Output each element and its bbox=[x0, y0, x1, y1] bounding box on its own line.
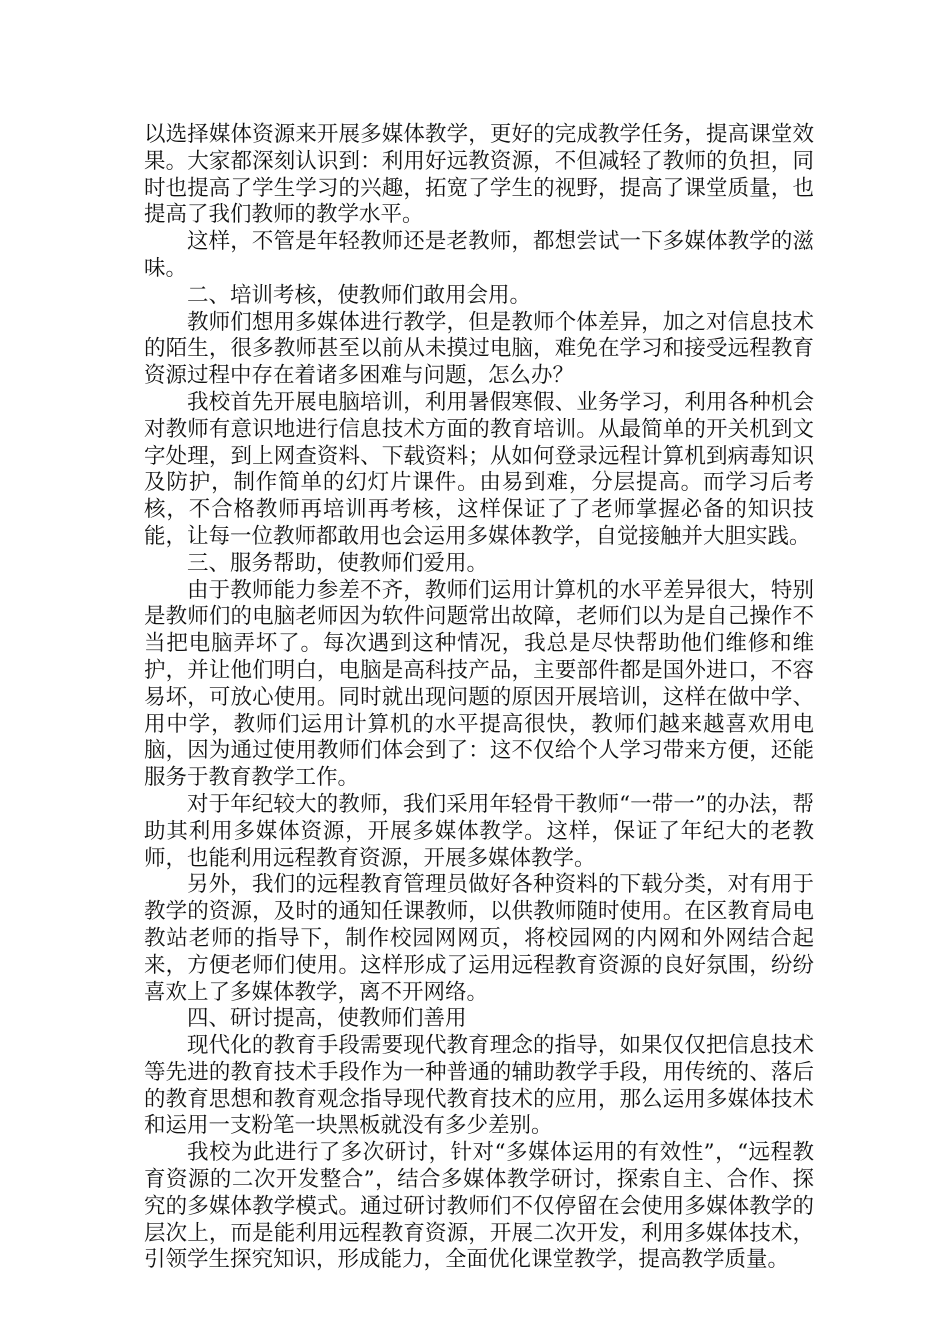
paragraph-8: 现代化的教育手段需要现代教育理念的指导，如果仅仅把信息技术等先进的教育技术手段作为一种普通的辅助教学手段，用传统的、落后的教育思想和教育观念指导现代教育技术的应用，那么运用多媒体技术和运用一支粉笔一块黑板就没有多少差别。 bbox=[144, 1033, 814, 1139]
section-heading-4: 四、研讨提高，使教师们善用 bbox=[187, 1006, 467, 1032]
section-heading-3: 三、服务帮助，使教师们爱用。 bbox=[187, 550, 489, 576]
paragraph-9: 我校为此进行了多次研讨，针对“多媒体运用的有效性”，“远程教育资源的二次开发整合”，结合多媒体教学研讨，探索自主、合作、探究的多媒体教学模式。通过研讨教师们不仅停留在会使用多媒体教学的层次上，而是能利用远程教育资源，开展二次开发，利用多媒体技术，引领学生探究知识，形成能力，全面优化课堂教学，提高教学质量。 bbox=[144, 1140, 814, 1273]
paragraph-7: 另外，我们的远程教育管理员做好各种资料的下载分类，对有用于教学的资源，及时的通知任课教师，以供教师随时使用。在区教育局电教站老师的指导下，制作校园网网页，将校园网的内网和外网结合起来，方便老师们使用。这样形成了运用远程教育资源的良好氛围，纷纷喜欢上了多媒体教学，离不开网络。 bbox=[144, 872, 814, 1005]
document-page bbox=[144, 122, 814, 1274]
paragraph-6: 对于年纪较大的教师，我们采用年轻骨干教师“一带一”的办法，帮助其利用多媒体资源，开展多媒体教学。这样，保证了年纪大的老教师，也能利用远程教育资源，开展多媒体教学。 bbox=[144, 791, 814, 871]
paragraph-2: 这样，不管是年轻教师还是老教师，都想尝试一下多媒体教学的滋味。 bbox=[144, 229, 814, 281]
section-heading-2: 二、培训考核，使教师们敢用会用。 bbox=[187, 282, 532, 308]
paragraph-4: 我校首先开展电脑培训，利用暑假寒假、业务学习，利用各种机会对教师有意识地进行信息技术方面的教育培训。从最简单的开关机到文字处理，到上网查资料、下载资料；从如何登录远程计算机到病毒知识及防护，制作简单的幻灯片课件。由易到难，分层提高。而学习后考核，不合格教师再培训再考核，这样保证了了老师掌握必备的知识技能，让每一位教师都敢用也会运用多媒体教学，自觉接触并大胆实践。 bbox=[144, 389, 814, 549]
paragraph-5: 由于教师能力参差不齐，教师们运用计算机的水平差异很大，特别是教师们的电脑老师因为软件问题常出故障，老师们以为是自己操作不当把电脑弄坏了。每次遇到这种情况，我总是尽快帮助他们维修和维护，并让他们明白，电脑是高科技产品，主要部件都是国外进口，不容易坏，可放心使用。同时就出现问题的原因开展培训，这样在做中学、用中学，教师们运用计算机的水平提高很快，教师们越来越喜欢用电脑，因为通过使用教师们体会到了：这不仅给个人学习带来方便，还能服务于教育教学工作。 bbox=[144, 577, 814, 791]
paragraph-3: 教师们想用多媒体进行教学，但是教师个体差异，加之对信息技术的陌生，很多教师甚至以前从未摸过电脑，难免在学习和接受远程教育资源过程中存在着诸多困难与问题，怎么办？ bbox=[144, 309, 814, 389]
paragraph-1: 以选择媒体资源来开展多媒体教学，更好的完成教学任务，提高课堂效果。大家都深刻认识到：利用好远教资源，不但减轻了教师的负担，同时也提高了学生学习的兴趣，拓宽了学生的视野，提高了课堂质量，也提高了我们教师的教学水平。 bbox=[144, 122, 814, 228]
